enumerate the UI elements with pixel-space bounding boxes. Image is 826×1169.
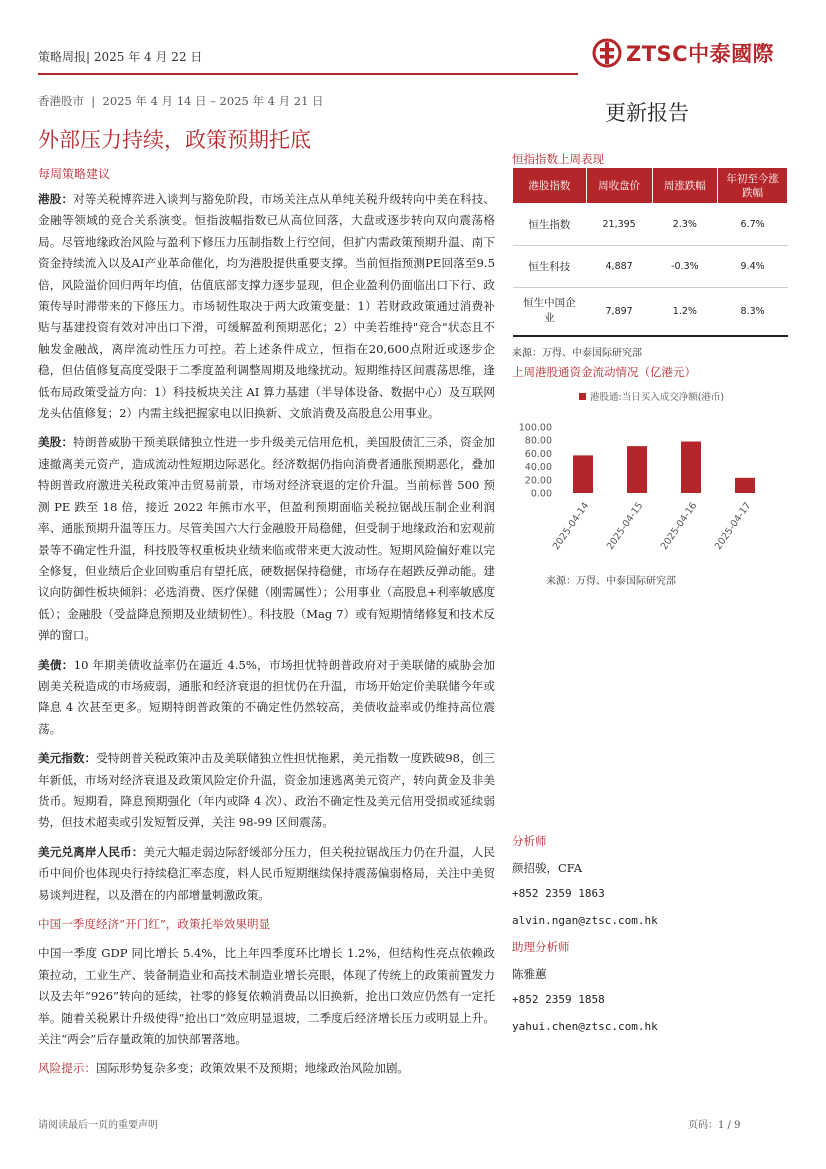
analyst-phone: +852 2359 1863 (512, 887, 605, 900)
paragraph-head: 美元指数： (38, 751, 97, 766)
table-cell: 8.3% (718, 288, 788, 336)
table-cell: 恒生指数 (513, 204, 587, 246)
table-cell: 4,887 (586, 246, 652, 288)
paragraph-text: 受特朗普关税政策冲击及美联储独立性担忧拖累，美元指数一度跌破98，创三年新低，市场对经济衰退及政策风险定价升温，资金加速逃离美元资产，转向黄金及非美货币。短期看，降息预期强化（年内或降 4 次）、政治不确定性及美元信用受损或延续弱势，但技术超卖或引发短暂反弹，关注 98-99 区间震荡。 (38, 751, 495, 830)
southbound-flow-chart (512, 385, 788, 570)
column-header: 周收盘价 (586, 168, 652, 204)
assistant-phone: +852 2359 1858 (512, 993, 605, 1006)
paragraph-head: 美债： (38, 657, 74, 672)
assistant-name: 陈雅蕙 (512, 966, 547, 981)
table-cell: -0.3% (652, 246, 718, 288)
y-tick-label: 60.00 (524, 448, 552, 460)
chart-source: 来源：万得、中泰国际研究部 (546, 576, 676, 587)
hsi-table-title: 恒指指数上周表现 (512, 152, 604, 166)
risk-label: 风险提示： (38, 1061, 96, 1076)
y-tick-label: 20.00 (524, 475, 552, 487)
header-divider (38, 73, 578, 75)
paragraph-text: 10 年期美债收益率仍在逼近 4.5%，市场担忧特朗普政府对于美联储的威胁会加剧美关税造成的市场疲弱，通胀和经济衰退的担忧仍在升温，市场开始定价美联储今年或降息 4 次甚至更多。短期特朗普政策的不确定性仍然较高，美债收益率或仍维持高位震荡。 (38, 657, 495, 736)
assistant-email[interactable]: yahui.chen@ztsc.com.hk (512, 1019, 658, 1033)
bar (627, 446, 647, 493)
table-row (513, 204, 788, 246)
company-logo (592, 38, 774, 68)
bar (573, 455, 593, 493)
x-tick-label: 2025-04-15 (604, 500, 646, 552)
paragraph-text: 美元大幅走弱边际舒缓部分压力，但关税拉锯战压力仍在升温，人民币中间价也体现央行持续稳汇率态度，料人民币短期继续保持震荡偏弱格局，关注中美贸易谈判进程，以及潜在的内部增量刺激政策。 (38, 844, 495, 902)
y-tick-label: 80.00 (524, 435, 552, 447)
section-label: 每周策略建议 (38, 167, 111, 181)
bar (681, 442, 701, 493)
table-cell: 9.4% (718, 246, 788, 288)
table-cell: 6.7% (718, 204, 788, 246)
analyst-contacts (512, 828, 658, 1040)
table-row (513, 246, 788, 288)
y-tick-label: 0.00 (530, 488, 552, 500)
report-header: 策略周报| 2025 年 4 月 22 日 (38, 50, 203, 64)
period-label: 2025 年 4 月 14 日 – 2025 年 4 月 21 日 (102, 94, 324, 108)
paragraph-dxy (38, 748, 495, 834)
chart-title: 上周港股通资金流动情况（亿港元） (512, 365, 696, 379)
paragraph-head: 港股： (38, 192, 74, 206)
x-tick-label: 2025-04-14 (550, 500, 592, 552)
risk-text: 国际形势复杂多变；政策效果不及预期；地缘政治风险加剧。 (95, 1061, 410, 1076)
paragraph-us-stocks (38, 432, 495, 646)
analyst-label: 分析师 (512, 834, 547, 848)
assistant-label: 助理分析师 (512, 940, 570, 954)
risk-warning (38, 1058, 495, 1079)
column-header: 周涨跌幅 (652, 168, 718, 204)
table-row (513, 288, 788, 336)
paragraph-head: 美元兑离岸人民币： (38, 844, 144, 859)
column-header: 港股指数 (513, 168, 587, 204)
update-label: 更新报告 (605, 101, 689, 125)
page-number: 页码：1 / 9 (688, 1120, 741, 1131)
section2-title: 中国一季度经济“开门红”，政策托举效果明显 (38, 917, 271, 931)
paragraph-china-gdp: 中国一季度 GDP 同比增长 5.4%，比上年四季度环比增长 1.2%，但结构性亮点依赖政策拉动，工业生产、装备制造业和高技术制造业增长亮眼，体现了传统上的政策前置发力以及去年“926”转向的延续，社零的修复依赖消费品以旧换新，抢出口效应仍然有一定托举。随着关税累计升级使得“抢出口”效应明显退坡，二季度后经济增长压力或明显上升。关注“两会”后存量政策的加快部署落地。 (38, 946, 495, 1047)
table-cell: 恒生中国企业 (513, 288, 587, 336)
paragraph-text: 特朗普威胁干预美联储独立性进一步升级美元信用危机，美国股债汇三杀，资金加速撤离美元资产，造成流动性短期边际恶化。经济数据仍指向消费者通胀预期恶化，叠加特朗普政府激进关税政策冲击贸易前景，市场对经济衰退的定价升温。当前标普 500 预测 PE 跌至 18 倍，接近 2022 年熊市水平，但盈利预期面临关税拉锯战压制企业利润率、通胀预期升温等压力。尽管美国六大行金融股开局稳健，但受制于地缘政治和宏观前景等不确定性升温，科技股等权重板块业绩来临或带来更大波动性。短期风险偏好难以完全修复，但业绩后企业回购重启有望托底，硬数据保持稳健，市场存在超跌反弹动能。建议向防御性板块倾斜：必选消费、医疗保健（刚需属性）；公用事业（高股息+利率敏感度低）；金融股（受益降息预期及业绩韧性）。科技股（Mag 7）或有短期情绪修复和技术反弹的窗口。 (38, 435, 495, 643)
table-source: 来源：万得、中泰国际研究部 (512, 348, 642, 359)
table-cell: 1.2% (652, 288, 718, 336)
report-date: 2025 年 4 月 22 日 (93, 50, 203, 64)
subheader: 香港股市 | 2025 年 4 月 14 日 – 2025 年 4 月 21 日 (38, 94, 324, 108)
analyst-name: 颜招骏，CFA (512, 860, 583, 875)
y-tick-label: 100.00 (518, 422, 552, 434)
bar-series (573, 442, 755, 493)
market-label: 香港股市 (38, 94, 84, 108)
report-type: 策略周报 (38, 50, 87, 64)
x-tick-label: 2025-04-17 (712, 500, 754, 552)
table-cell: 恒生科技 (513, 246, 587, 288)
x-tick-label: 2025-04-16 (658, 500, 700, 552)
table-cell: 7,897 (586, 288, 652, 336)
hsi-performance-table (512, 167, 788, 337)
table-cell: 21,395 (586, 204, 652, 246)
table-cell: 2.3% (652, 204, 718, 246)
logo-icon (592, 38, 622, 68)
table-header-row (513, 168, 788, 204)
bar (735, 478, 755, 493)
paragraph-head: 美股： (38, 435, 74, 450)
footer-disclaimer: 请阅读最后一页的重要声明 (38, 1120, 158, 1131)
legend-label: 港股通:当日买入成交净额(港币) (590, 392, 725, 403)
analyst-email[interactable]: alvin.ngan@ztsc.com.hk (512, 913, 658, 927)
y-axis (519, 423, 552, 500)
paragraph-us-bonds (38, 655, 495, 741)
legend-swatch (579, 393, 586, 400)
main-content (38, 189, 495, 1088)
paragraph-text: 对等关税博弈进入谈判与豁免阶段，市场关注点从单纯关税升级转向中美在科技、金融等领域的竞合关系演变。恒指波幅指数已从高位回落，大盘或逐步转向双向震荡格局。尽管地缘政治风险与盈利下修压力压制指数上行空间，但扩内需政策预期升温、南下资金持续流入以及AI产业革命催化，均为港股提供重要支撑。当前恒指预测PE回落至9.5倍，风险溢价回归两年均值，估值底部支撑力逐步显现，但企业盈利仍面临出口下行、政策传导时滞带来的下修压力。市场韧性取决于两大政策变量：1）若财政政策通过消费补贴与基建投资有效对冲出口下滑，可缓解盈利预期恶化；2）中美若维持"竞合"状态且不触发金融战，离岸流动性压力可控。若上述条件成立，恒指在20,600点附近或逐步企稳，但估值修复高度受限于二季度盈利调整周期及地缘扰动。短期维持区间震荡思维，逢低布局政策受益方向：1）科技板块关注 AI 算力基建（半导体设备、数据中心）及互联网龙头估值修复；2）内需主线把握家电以旧换新、文旅消费及高股息公用事业。 (38, 192, 495, 421)
x-axis (551, 500, 754, 552)
column-header: 年初至今涨跌幅 (718, 168, 788, 204)
logo-text: ZTSC中泰國際 (626, 42, 775, 66)
paragraph-hk (38, 189, 495, 424)
page-title: 外部压力持续，政策预期托底 (38, 128, 311, 152)
paragraph-usdcnh (38, 842, 495, 906)
y-tick-label: 40.00 (524, 462, 552, 474)
